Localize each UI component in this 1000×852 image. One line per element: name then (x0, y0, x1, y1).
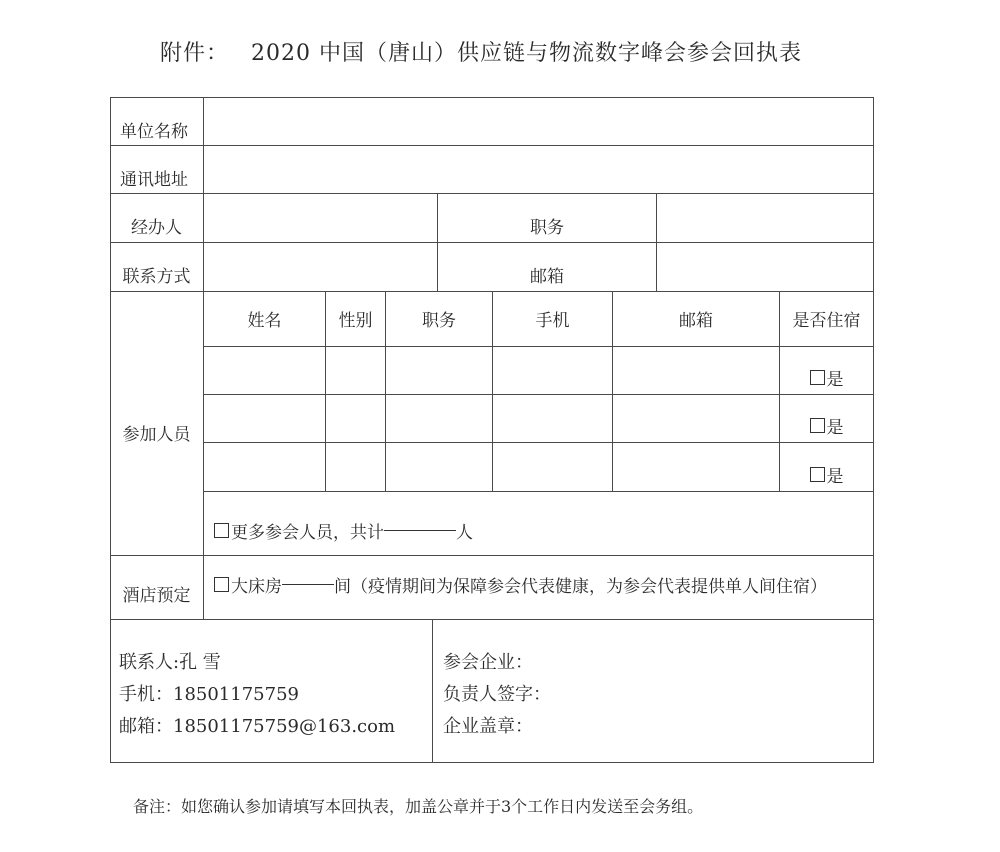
count-blank[interactable] (384, 529, 456, 531)
email-label: 邮箱 (530, 267, 564, 287)
handler-field[interactable] (204, 194, 437, 242)
contact-phone: 手机：18501175759 (119, 684, 299, 705)
checkbox-icon[interactable] (214, 523, 229, 538)
org-name-label: 单位名称 (120, 121, 188, 142)
lodging-checkbox-2[interactable]: 是 (780, 401, 873, 449)
address-field[interactable] (204, 146, 873, 193)
more-participants-row: 更多参会人员，共计 人 (214, 504, 864, 556)
checkbox-icon[interactable] (214, 577, 229, 592)
header-mobile: 手机 (535, 311, 570, 331)
company-confirmation (443, 647, 551, 743)
handler-label: 经办人 (131, 218, 182, 238)
address-label: 通讯地址 (120, 169, 188, 190)
contact-person: 联系人:孔 雪 (119, 652, 221, 673)
position-label: 职务 (530, 218, 564, 238)
header-email: 邮箱 (679, 311, 713, 331)
checkbox-icon[interactable] (810, 370, 825, 385)
email-field[interactable] (657, 243, 873, 291)
header-gender: 性别 (338, 311, 373, 331)
footnote: 备注：如您确认参加请填写本回执表，加盖公章并于3个工作日内发送至会务组。 (133, 797, 704, 816)
contact-email: 邮箱：18501175759@163.com (119, 716, 396, 737)
header-position: 职务 (422, 311, 456, 331)
org-name-field[interactable] (204, 97, 873, 145)
checkbox-icon[interactable] (810, 418, 825, 433)
participants-label: 参加人员 (122, 425, 191, 445)
position-field[interactable] (657, 194, 873, 242)
header-lodging: 是否住宿 (792, 311, 861, 331)
hotel-row: 大床房 间（疫情期间为保障参会代表健康，为参会代表提供单人间住宿） (214, 556, 864, 612)
lodging-checkbox-1[interactable]: 是 (780, 353, 873, 401)
lodging-checkbox-3[interactable]: 是 (780, 450, 873, 498)
hotel-label: 酒店预定 (122, 585, 191, 606)
page-title (160, 36, 802, 67)
checkbox-icon[interactable] (810, 467, 825, 482)
seal-label: 企业盖章： (443, 716, 533, 737)
contact-method-label: 联系方式 (122, 267, 191, 287)
attachment-prefix: 附件： (160, 41, 230, 66)
contact-method-field[interactable] (204, 243, 437, 291)
registration-form (110, 97, 874, 763)
organizer-contact (119, 647, 395, 743)
header-name: 姓名 (247, 311, 282, 331)
signature-label: 负责人签字： (443, 684, 551, 705)
form-title: 2020 中国（唐山）供应链与物流数字峰会参会回执表 (251, 41, 802, 66)
room-count-blank[interactable] (282, 583, 334, 585)
company-label: 参会企业： (443, 652, 533, 673)
